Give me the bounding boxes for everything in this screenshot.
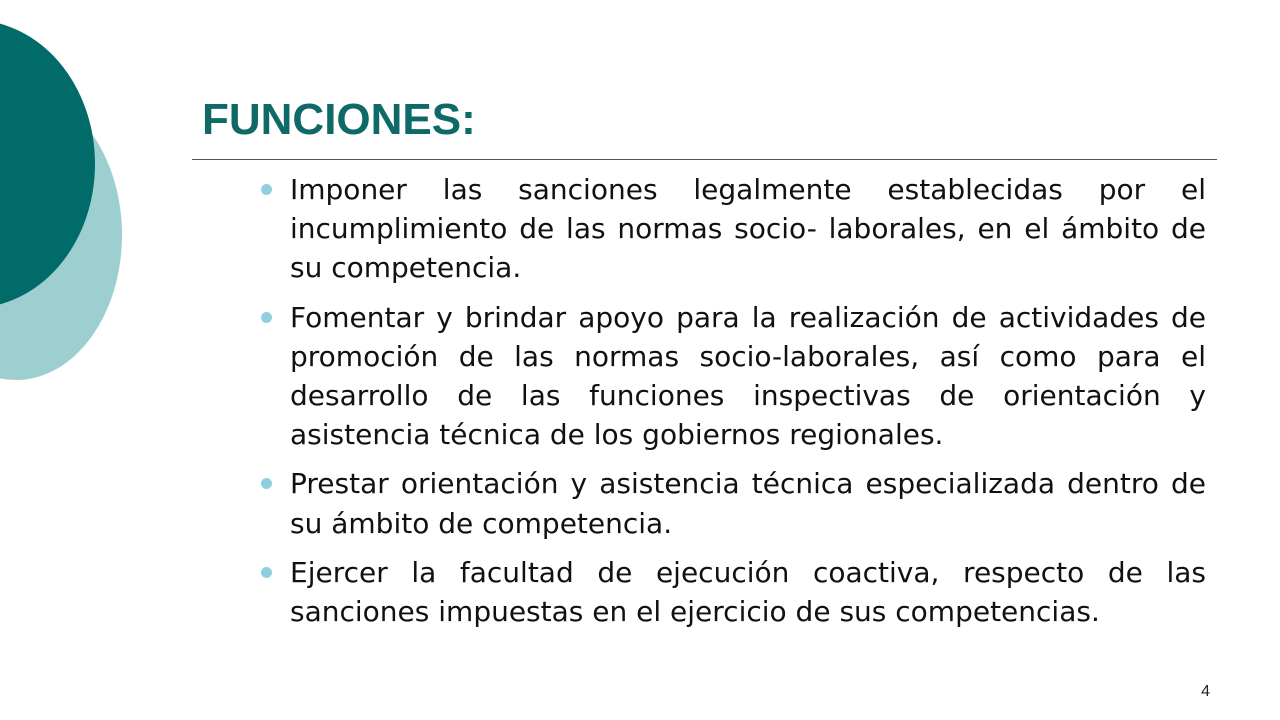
page-number: 4 — [1201, 683, 1210, 700]
bullet-dot-icon — [261, 312, 272, 323]
bullet-text: Fomentar y brindar apoyo para la realización de actividades de promoción de las normas socio-laborales, así como para el desarrollo de las funciones inspectivas de orientación y asistencia técnica de los gobiernos regionales. — [290, 300, 1206, 452]
bullet-item-coactiva — [258, 553, 1206, 631]
title-divider — [192, 159, 1217, 160]
bullet-text: Prestar orientación y asistencia técnica especializada dentro de su ámbito de competencia. — [290, 467, 1206, 540]
slide-title: FUNCIONES: — [202, 95, 476, 144]
bullet-text: Imponer las sanciones legalmente establecidas por el incumplimiento de las normas socio- laborales, en el ámbito de su competencia. — [290, 173, 1206, 285]
bullet-item-sanciones — [258, 170, 1206, 288]
bullet-text: Ejercer la facultad de ejecución coactiva, respecto de las sanciones impuestas en el ejercicio de sus competencias. — [290, 555, 1206, 629]
bullet-item-orientacion — [258, 464, 1206, 542]
bullet-dot-icon — [261, 567, 272, 578]
bullet-list — [258, 170, 1206, 641]
bullet-dot-icon — [261, 184, 272, 195]
bullet-item-fomentar — [258, 298, 1206, 455]
bullet-dot-icon — [261, 478, 272, 489]
